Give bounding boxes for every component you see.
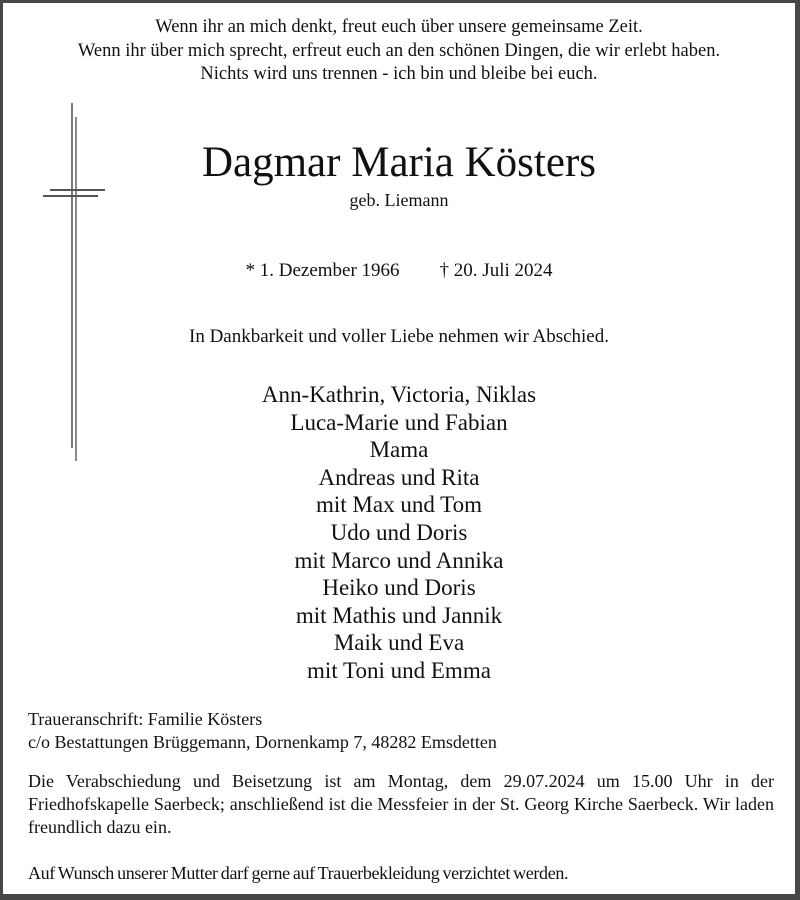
farewell-text: In Dankbarkeit und voller Liebe nehmen wir Abschied. <box>189 326 609 347</box>
mourner-line: mit Marco und Annika <box>294 547 504 573</box>
mourner-line: Mama <box>369 437 429 463</box>
mourner-line: Ann-Kathrin, Victoria, Niklas <box>261 382 537 407</box>
birth-name: geb. Liemann <box>349 190 449 210</box>
motto-line: Nichts wird uns trennen - ich bin und bleibe bei euch. <box>200 64 598 84</box>
mourner-line: Luca-Marie und Fabian <box>290 409 508 435</box>
mourner-line: Heiko und Doris <box>322 575 476 601</box>
memorial-motto <box>3 16 795 87</box>
mourner-line: Maik und Eva <box>333 630 465 656</box>
death-date: † 20. Juli 2024 <box>439 260 553 281</box>
mourner-line: mit Max und Tom <box>316 492 482 518</box>
life-dates <box>3 259 795 283</box>
motto-line: Wenn ihr an mich denkt, freut euch über unsere gemeinsame Zeit. <box>155 17 643 37</box>
dress-code-note: Auf Wunsch unserer Mutter darf gerne auf Trauerbekleidung verzichtet werden. <box>28 863 569 883</box>
mourners-list <box>3 381 795 685</box>
mourning-address <box>28 708 497 754</box>
mourner-line: Udo und Doris <box>330 519 468 545</box>
mourner-line: Andreas und Rita <box>318 464 480 490</box>
service-details: Die Verabschiedung und Beisetzung ist am Montag, dem 29.07.2024 um 15.00 Uhr in der Friedhofskapelle Saerbeck; anschließend ist die Messfeier in der St. Georg Kirche Saerbeck. Wir laden freundlich dazu ein. <box>28 771 774 837</box>
address-line-1: Traueranschrift: Familie Kösters <box>28 709 263 729</box>
address-line-2: c/o Bestattungen Brüggemann, Dornenkamp 7, 48282 Emsdetten <box>28 732 497 752</box>
mourner-line: mit Mathis und Jannik <box>295 602 503 628</box>
birth-date: * 1. Dezember 1966 <box>245 260 400 281</box>
deceased-name: Dagmar Maria Kösters <box>201 139 597 186</box>
motto-line: Wenn ihr über mich sprecht, erfreut euch an den schönen Dingen, die wir erlebt haben. <box>77 40 721 61</box>
mourner-line: mit Toni und Emma <box>307 657 491 683</box>
